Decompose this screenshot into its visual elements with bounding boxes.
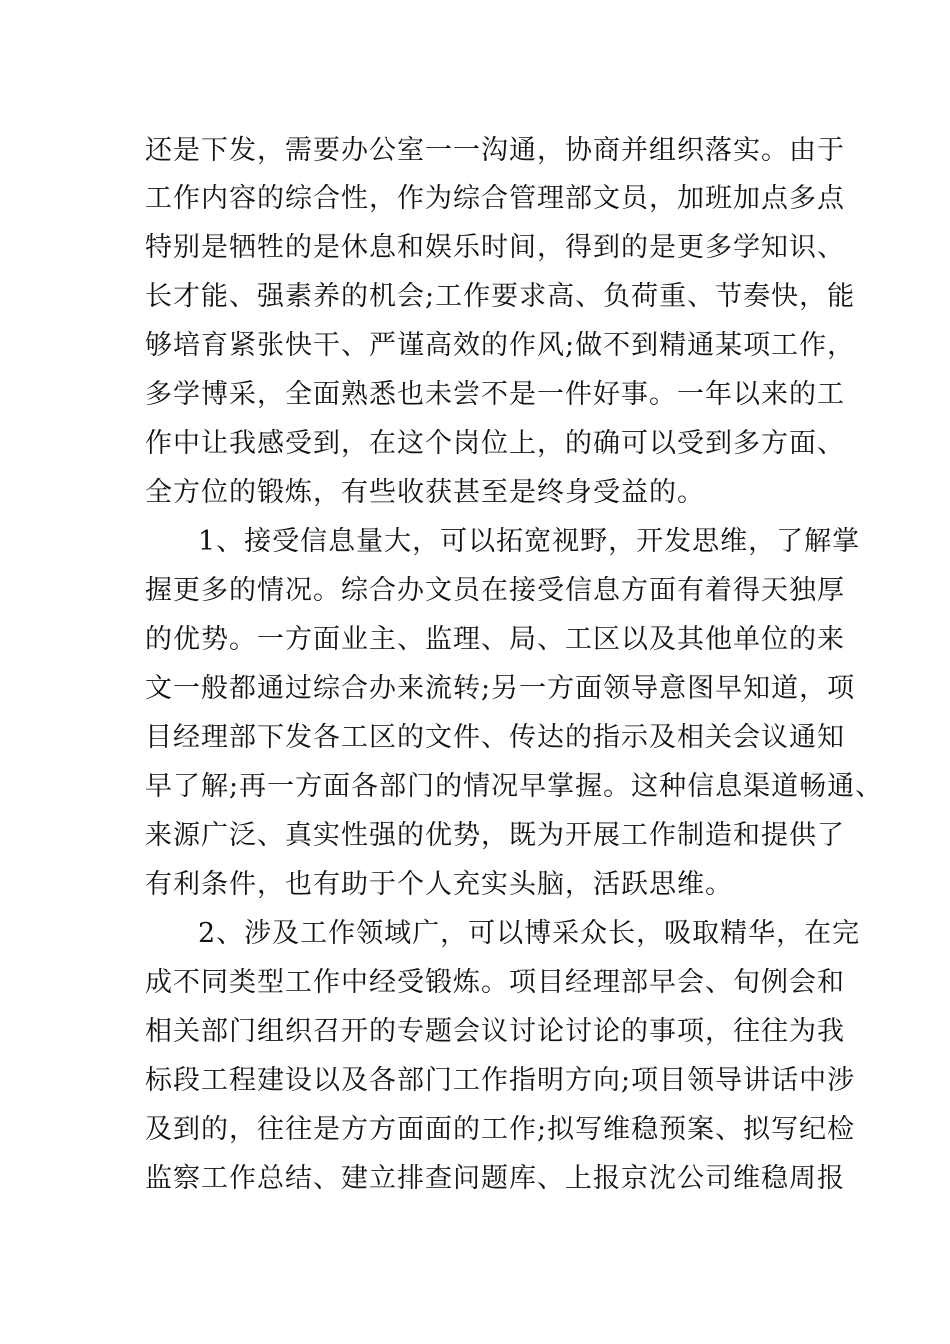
paragraph-start-line: 1、接受信息量大，可以拓宽视野，开发思维，了解掌 (198, 526, 861, 557)
text-line: 及到的，往往是方方面面的工作;拟写维稳预案、拟写纪检 (145, 1114, 856, 1145)
text-line: 的优势。一方面业主、监理、局、工区以及其他单位的来 (145, 624, 845, 655)
text-line: 还是下发，需要办公室一一沟通，协商并组织落实。由于 (145, 135, 845, 166)
text-line: 目经理部下发各工区的文件、传达的指示及相关会议通知 (145, 722, 845, 753)
text-line: 来源广泛、真实性强的优势，既为开展工作制造和提供了 (145, 820, 845, 851)
text-line: 多学博采，全面熟悉也未尝不是一件好事。一年以来的工 (145, 379, 845, 410)
text-line: 全方位的锻炼，有些收获甚至是终身受益的。 (145, 477, 705, 508)
text-line: 工作内容的综合性，作为综合管理部文员，加班加点多点 (145, 183, 845, 214)
text-line: 早了解;再一方面各部门的情况早掌握。这种信息渠道畅通、 (145, 771, 884, 802)
text-line: 相关部门组织召开的专题会议讨论讨论的事项，往往为我 (145, 1016, 845, 1047)
text-line: 作中让我感受到，在这个岗位上，的确可以受到多方面、 (145, 428, 845, 459)
text-line: 监察工作总结、建立排查问题库、上报京沈公司维稳周报 (145, 1163, 845, 1194)
text-line: 握更多的情况。综合办文员在接受信息方面有着得天独厚 (145, 575, 845, 606)
paragraph-start-line: 2、涉及工作领域广，可以博采众长，吸取精华，在完 (198, 918, 861, 949)
text-line: 文一般都通过综合办来流转;另一方面领导意图早知道，项 (145, 673, 856, 704)
text-line: 够培育紧张快干、严谨高效的作风;做不到精通某项工作， (145, 330, 856, 361)
text-line: 特别是牺牲的是休息和娱乐时间，得到的是更多学知识、 (145, 232, 845, 263)
text-line: 标段工程建设以及各部门工作指明方向;项目领导讲话中涉 (145, 1065, 856, 1096)
text-line: 成不同类型工作中经受锻炼。项目经理部早会、旬例会和 (145, 967, 845, 998)
text-line: 有利条件，也有助于个人充实头脑，活跃思维。 (145, 869, 733, 900)
text-line: 长才能、强素养的机会;工作要求高、负荷重、节奏快，能 (145, 281, 856, 312)
